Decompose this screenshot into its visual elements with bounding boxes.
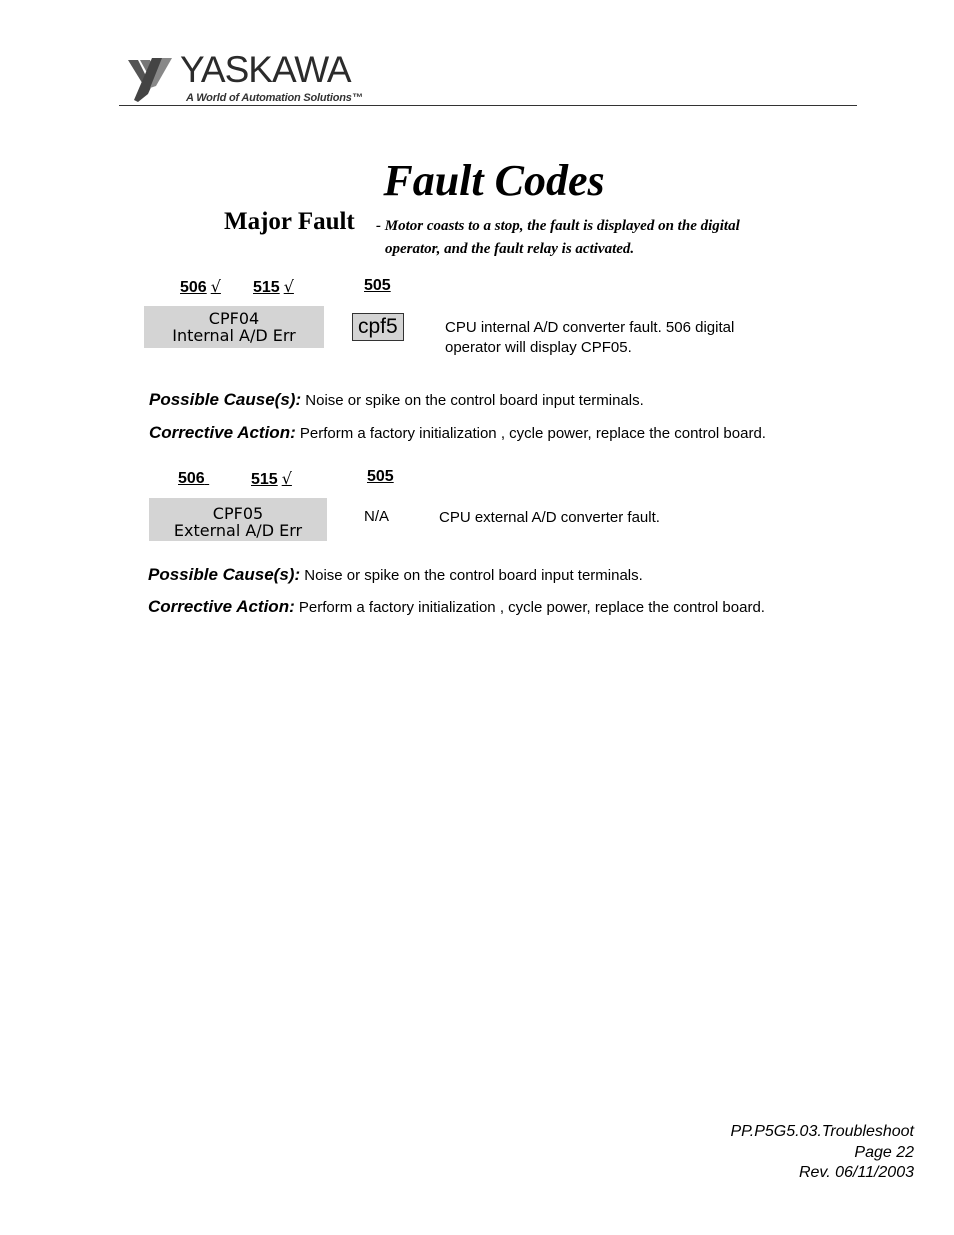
section-title: Major Fault (224, 208, 355, 235)
section-description-line2: operator, and the fault relay is activated. (385, 241, 635, 257)
brand-name: YASKAWA (180, 49, 351, 90)
brand-tagline: A World of Automation Solutions™ (186, 92, 363, 104)
header-divider (119, 105, 857, 106)
fault-display-box (149, 498, 327, 541)
fault-name: External A/D Err (173, 521, 303, 540)
corrective-action: Corrective Action: Perform a factory initialization , cycle power, replace the control board. (149, 423, 766, 442)
footer (730, 1122, 914, 1184)
possible-cause: Possible Cause(s): Noise or spike on the control board input terminals. (148, 565, 643, 584)
fault-display-box (144, 306, 324, 348)
fault-code: CPF04 (208, 309, 260, 328)
model-515-label: 515 √ (251, 469, 292, 488)
page-title: Fault Codes (383, 156, 605, 205)
fault-description: CPU internal A/D converter fault. 506 digital operator will display CPF05. (445, 319, 735, 356)
check-icon: √ (210, 277, 221, 296)
corrective-action: Corrective Action: Perform a factory initialization , cycle power, replace the control board. (148, 597, 765, 616)
fault-code: CPF05 (212, 504, 264, 523)
model-505-code-box: cpf5 (352, 313, 404, 341)
fault-name: Internal A/D Err (172, 326, 296, 345)
document-id: PP.P5G5.03.Troubleshoot (730, 1123, 914, 1140)
model-505-label: 505 (364, 277, 391, 294)
revision-date: Rev. 06/11/2003 (798, 1164, 914, 1181)
possible-cause: Possible Cause(s): Noise or spike on the control board input terminals. (149, 390, 644, 409)
model-505-code: N/A (364, 508, 390, 525)
page-number: Page 22 (854, 1143, 914, 1161)
model-515-label: 515 √ (253, 277, 294, 296)
check-icon: √ (281, 469, 292, 488)
section-description-line1: - Motor coasts to a stop, the fault is displayed on the digital (376, 218, 740, 234)
model-506-label: 506 √ (180, 277, 221, 296)
model-506-label: 506 (178, 470, 205, 487)
model-505-label: 505 (367, 468, 394, 485)
check-icon: √ (283, 277, 294, 296)
yaskawa-logo-icon (126, 54, 178, 104)
fault-description: CPU external A/D converter fault. (439, 509, 660, 526)
